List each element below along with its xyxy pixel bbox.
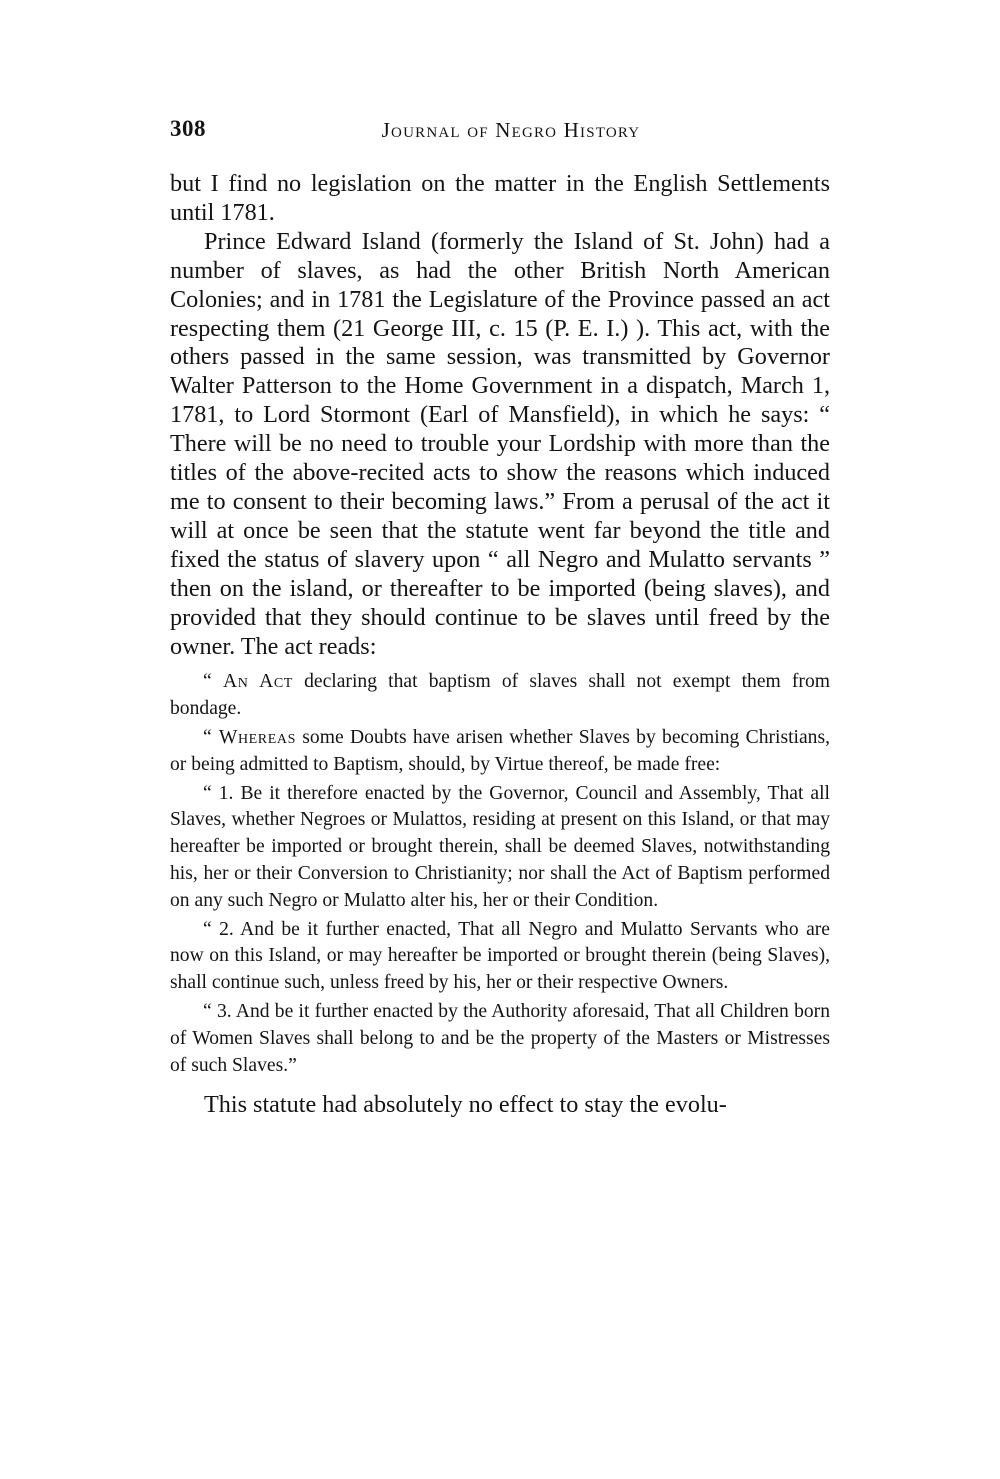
quote-act-title — [170, 669, 830, 723]
quote-whereas — [170, 725, 830, 779]
page-number: 308 — [170, 116, 206, 141]
paragraph-closing: This statute had absolutely no effect to stay the evolu- — [204, 1091, 727, 1119]
whereas-lead: “ Whereas — [203, 727, 296, 748]
whereas-text: some Doubts have arisen whether Slaves by becoming Christians, or being admitted to Baptism, should, by Virtue thereof, be made free: — [170, 727, 830, 775]
act-title-lead: “ An Act — [203, 671, 293, 693]
body-text — [170, 170, 830, 1120]
quote-section-2: “ 2. And be it further enacted, That all Negro and Mulatto Servants who are now on this Island, or may hereafter be imported or brought therein (being Slaves), shall continue such, unless freed by his, her or their respective Owners. — [170, 918, 830, 994]
quote-section-3: “ 3. And be it further enacted by the Authority aforesaid, That all Children born of Women Slaves shall belong to and be the property of the Masters or Mistresses of such Slaves.” — [170, 1000, 830, 1076]
act-title-text: declaring that baptism of slaves shall not exempt them from bondage. — [170, 671, 830, 720]
paragraph-prince-edward-island: Prince Edward Island (formerly the Island of St. John) had a number of slaves, as had the other British North American Colonies; and in 1781 the Legislature of the Province passed an act respecting them (21 George III, c. 15 (P. E. I.) ). This act, with the others passed in the same session, was transmitted by Governor Walter Patterson to the Home Government in a dispatch, March 1, 1781, to Lord Stormont (Earl of Mansfield), in which he says: “ There will be no need to trouble your Lordship with more than the titles of the above-recited acts to show the reasons which induced me to consent to their becoming laws.” From a perusal of the act it will at once be seen that the statute went far beyond the title and fixed the status of slavery upon “ all Negro and Mulatto servants ” then on the island, or thereafter to be imported (being slaves), and provided that they should continue to be slaves until freed by the owner. The act reads: — [170, 227, 830, 660]
paragraph-continuation: but I find no legislation on the matter in the English Settlements until 1781. — [170, 170, 830, 226]
running-head — [170, 116, 830, 152]
statute-quotation — [170, 669, 830, 1079]
quote-section-1: “ 1. Be it therefore enacted by the Governor, Council and Assembly, That all Slaves, whether Negroes or Mulattos, residing at present on this Island, or that may hereafter be imported or brought therein, shall be deemed Slaves, notwithstanding his, her or their Conversion to Christianity; nor shall the Act of Baptism performed on any such Negro or Mulatto alter his, her or their Condition. — [170, 782, 830, 911]
journal-title: Journal of Negro History — [381, 118, 641, 142]
